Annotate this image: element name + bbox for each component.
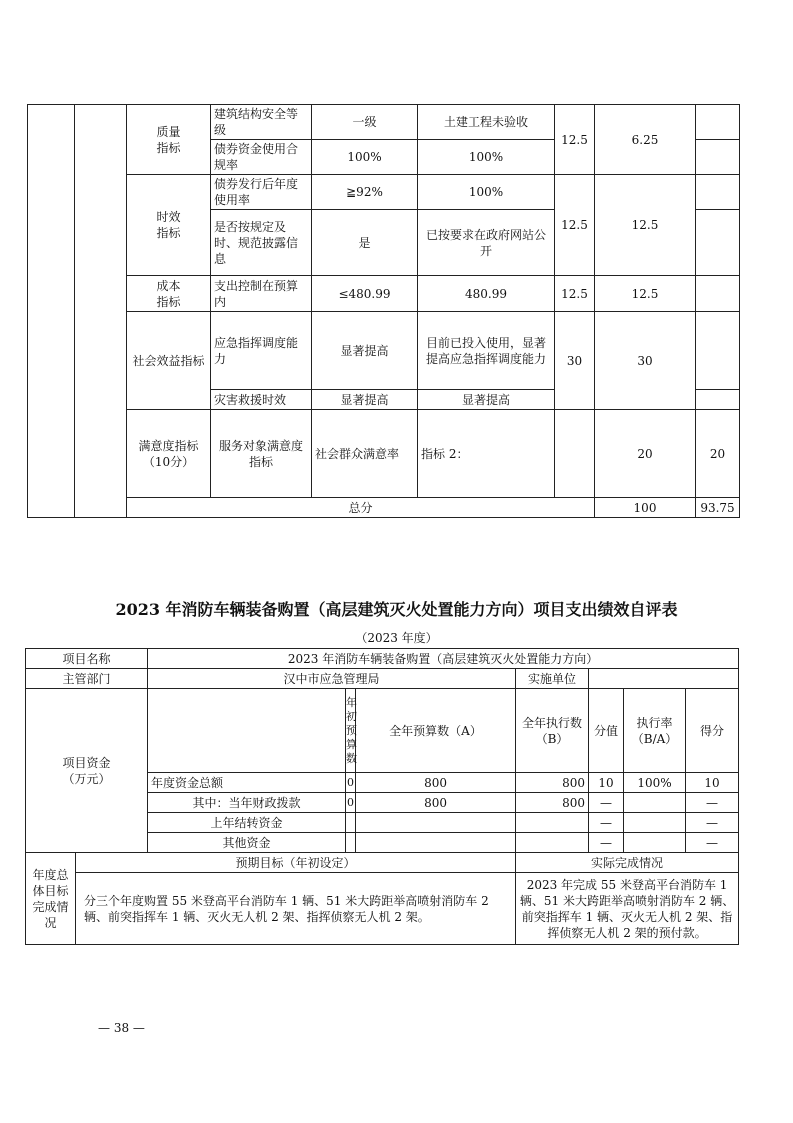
fund-rate <box>624 793 686 813</box>
implementer-label: 实施单位 <box>516 669 589 689</box>
fund-score: — <box>686 793 739 813</box>
indicator-name: 支出控制在预算内 <box>211 276 312 312</box>
indicator-score: 20 <box>696 410 740 498</box>
fund-row-label: 年度资金总额 <box>148 773 346 793</box>
fund-weight: — <box>589 793 624 813</box>
project-name: 2023 年消防车辆装备购置（高层建筑灭火处置能力方向） <box>148 649 739 669</box>
indicator-actual: 480.99 <box>418 276 555 312</box>
indicator-target: 指标 2： <box>418 410 555 498</box>
fund-rate <box>624 813 686 833</box>
col-weight: 分值 <box>589 689 624 773</box>
col-initial-budget: 年初预算数 <box>346 689 356 773</box>
actual-completion-label: 实际完成情况 <box>516 853 739 873</box>
indicator-target: 100% <box>312 140 418 175</box>
fund-execution <box>516 813 589 833</box>
indicator-target: ≤480.99 <box>312 276 418 312</box>
level1-cell <box>28 105 75 518</box>
indicator-name: 应急指挥调度能力 <box>211 312 312 390</box>
indicator-score: 6.25 <box>595 105 696 175</box>
indicator-remark <box>696 312 740 390</box>
fund-budget: 800 <box>356 793 516 813</box>
total-label: 总分 <box>127 498 595 518</box>
fund-rate: 100% <box>624 773 686 793</box>
performance-table <box>25 648 739 945</box>
indicator-target: 是 <box>312 210 418 276</box>
fund-budget <box>356 833 516 853</box>
actual-completion-text: 2023 年完成 55 米登高平台消防车 1 辆、51 米大跨距举高喷射消防车 2 辆、前突指挥车 1 辆、灭火无人机 2 架、指挥侦察无人机 2 架的预付款。 <box>516 873 739 945</box>
indicator-score: 12.5 <box>595 175 696 276</box>
satisfaction-indicator-label: 服务对象满意度指标 <box>211 410 312 498</box>
indicator-weight: 12.5 <box>555 175 595 276</box>
fund-initial: 0 <box>346 773 356 793</box>
fund-weight: — <box>589 833 624 853</box>
fund-label: 项目资金 （万元） <box>26 689 148 853</box>
fund-header-blank <box>148 689 346 773</box>
col-annual-budget: 全年预算数（A） <box>356 689 516 773</box>
indicator-remark <box>696 140 740 175</box>
department: 汉中市应急管理局 <box>148 669 516 689</box>
cost-indicator-label: 成本 指标 <box>127 276 211 312</box>
project-name-label: 项目名称 <box>26 649 148 669</box>
indicator-actual <box>555 410 595 498</box>
time-indicator-label: 时效 指标 <box>127 175 211 276</box>
indicator-actual: 土建工程未验收 <box>418 105 555 140</box>
indicator-name: 债券发行后年度使用率 <box>211 175 312 210</box>
indicator-name: 社会群众满意率 <box>312 410 418 498</box>
indicator-actual: 100% <box>418 175 555 210</box>
fund-budget <box>356 813 516 833</box>
indicator-score: 30 <box>595 312 696 410</box>
fund-execution <box>516 833 589 853</box>
col-score: 得分 <box>686 689 739 773</box>
level2-cell <box>75 105 127 518</box>
page-number: — 38 — <box>98 1021 145 1035</box>
social-indicator-label: 社会效益指标 <box>127 312 211 410</box>
fund-row-label: 上年结转资金 <box>148 813 346 833</box>
indicator-target: ≧92% <box>312 175 418 210</box>
indicator-name: 建筑结构安全等级 <box>211 105 312 140</box>
indicator-weight: 12.5 <box>555 105 595 175</box>
fund-row-label: 其他资金 <box>148 833 346 853</box>
fund-initial <box>346 833 356 853</box>
department-label: 主管部门 <box>26 669 148 689</box>
fund-weight: — <box>589 813 624 833</box>
indicator-weight: 20 <box>595 410 696 498</box>
indicator-name: 债券资金使用合规率 <box>211 140 312 175</box>
fund-initial <box>346 813 356 833</box>
fund-score: — <box>686 833 739 853</box>
indicator-target: 显著提高 <box>312 312 418 390</box>
fund-score: — <box>686 813 739 833</box>
indicator-table <box>27 104 740 518</box>
indicator-name: 灾害救援时效 <box>211 390 312 410</box>
indicator-remark <box>696 210 740 276</box>
indicator-weight: 30 <box>555 312 595 410</box>
indicator-score: 12.5 <box>595 276 696 312</box>
col-execution-rate: 执行率（B/A） <box>624 689 686 773</box>
total-score: 93.75 <box>696 498 740 518</box>
indicator-target: 一级 <box>312 105 418 140</box>
fund-budget: 800 <box>356 773 516 793</box>
fund-score: 10 <box>686 773 739 793</box>
satisfaction-level1-label: 满意度指标（10分） <box>127 410 211 498</box>
indicator-actual: 已按要求在政府网站公开 <box>418 210 555 276</box>
indicator-actual: 100% <box>418 140 555 175</box>
implementer <box>589 669 739 689</box>
page-title: 2023 年消防车辆装备购置（高层建筑灭火处置能力方向）项目支出绩效自评表 <box>115 600 678 619</box>
total-weight: 100 <box>595 498 696 518</box>
indicator-actual: 目前已投入使用，显著提高应急指挥调度能力 <box>418 312 555 390</box>
fund-initial: 0 <box>346 793 356 813</box>
indicator-remark <box>696 105 740 140</box>
fund-execution: 800 <box>516 793 589 813</box>
fund-weight: 10 <box>589 773 624 793</box>
fund-row-label: 其中：当年财政拨款 <box>148 793 346 813</box>
indicator-target: 显著提高 <box>312 390 418 410</box>
quality-indicator-label: 质量 指标 <box>127 105 211 175</box>
indicator-remark <box>696 276 740 312</box>
report-year: （2023 年度） <box>355 631 438 645</box>
indicator-remark <box>696 175 740 210</box>
indicator-name: 是否按规定及时、规范披露信息 <box>211 210 312 276</box>
planned-goal-text: 分三个年度购置 55 米登高平台消防车 1 辆、51 米大跨距举高喷射消防车 2 辆、前突指挥车 1 辆、灭火无人机 2 架、指挥侦察无人机 2 架。 <box>76 873 516 945</box>
annual-goal-label: 年度总体目标完成情况 <box>26 853 76 945</box>
planned-goal-label: 预期目标（年初设定） <box>76 853 516 873</box>
fund-execution: 800 <box>516 773 589 793</box>
indicator-actual: 显著提高 <box>418 390 555 410</box>
fund-rate <box>624 833 686 853</box>
indicator-weight: 12.5 <box>555 276 595 312</box>
indicator-remark <box>696 390 740 410</box>
col-annual-execution: 全年执行数（B） <box>516 689 589 773</box>
